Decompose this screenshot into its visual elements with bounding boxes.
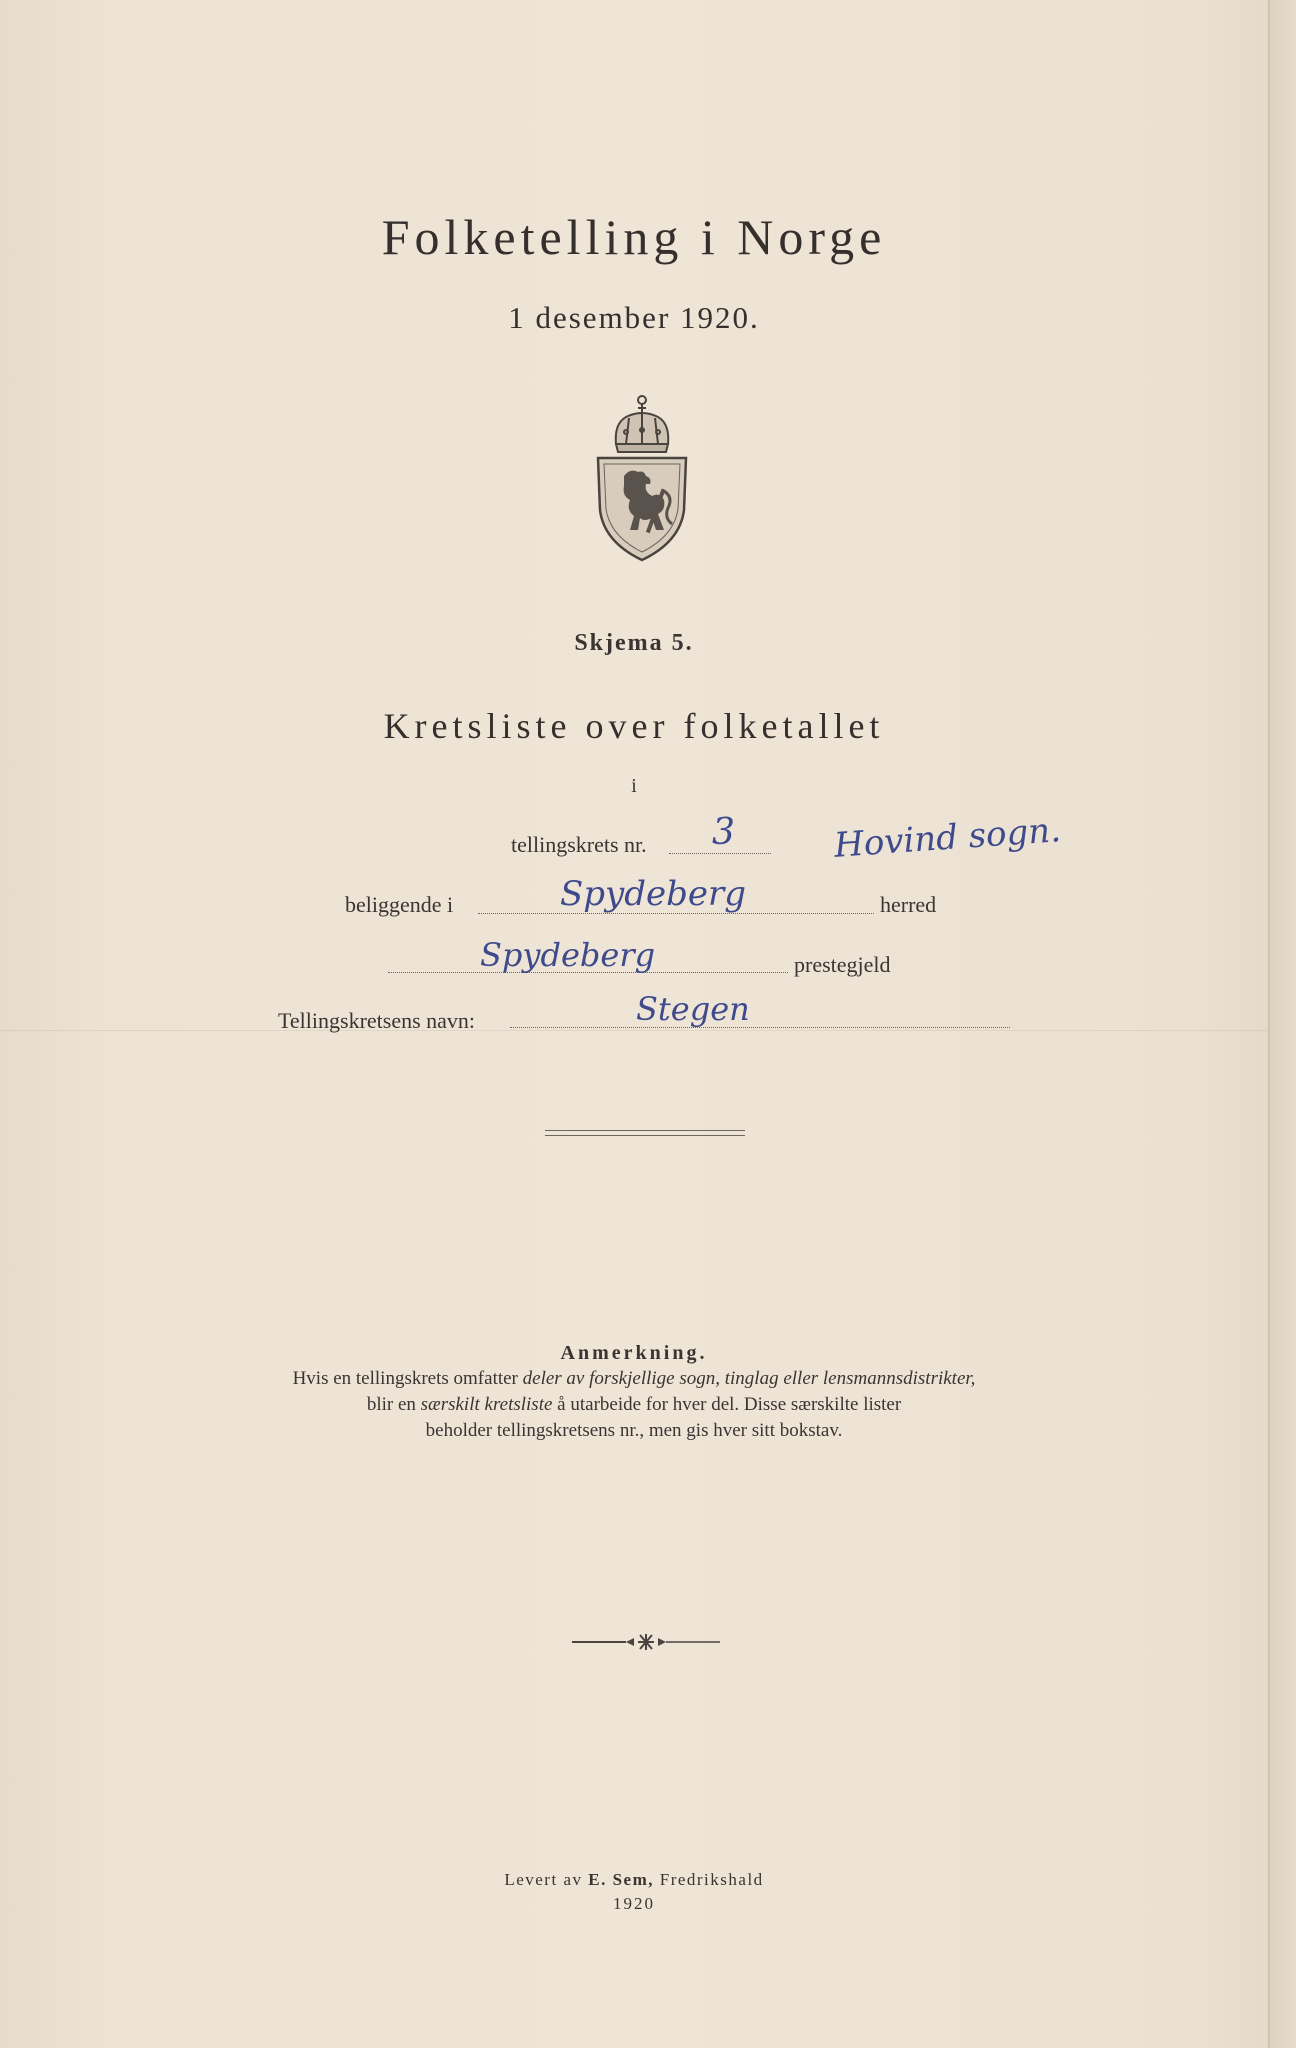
- note-line-3: beholder tellingskretsens nr., men gis hver sitt bokstav.: [425, 1420, 843, 1441]
- prestegjeld-label: prestegjeld: [794, 952, 891, 977]
- document-title: Folketelling i Norge: [381, 209, 887, 265]
- census-date: 1 desember 1920.: [508, 300, 760, 335]
- note-heading: Anmerkning.: [560, 1342, 708, 1364]
- navn-label: Tellingskretsens navn:: [278, 1008, 476, 1033]
- printer-credit: Levert av E. Sem, Fredrikshald: [504, 1870, 764, 1889]
- coat-of-arms-icon: [594, 392, 690, 564]
- prestegjeld-value: Spydeberg: [480, 936, 656, 974]
- navn-value: Stegen: [636, 990, 750, 1028]
- schema-number: Skjema 5.: [574, 630, 694, 656]
- herred-label: herred: [880, 892, 937, 917]
- krets-label: tellingskrets nr.: [511, 832, 647, 857]
- note-line-2: blir en særskilt kretsliste å utarbeide for hver del. Disse særskilte lister: [366, 1394, 902, 1415]
- krets-number-line: [669, 853, 771, 854]
- fold-line: [0, 1030, 1268, 1031]
- navn-line: [510, 1027, 1010, 1028]
- beliggende-label: beliggende i: [345, 892, 454, 917]
- ornament-divider-icon: [568, 1632, 724, 1652]
- divider-rule-bottom: [545, 1135, 745, 1136]
- connector-word: i: [631, 775, 637, 797]
- printer-year: 1920: [613, 1894, 655, 1913]
- krets-number-value: 3: [712, 812, 735, 853]
- note-line-1: Hvis en tellingskrets omfatter deler av forskjellige sogn, tinglag eller lensmannsdistrikter,: [292, 1368, 976, 1389]
- beliggende-value: Spydeberg: [560, 874, 747, 914]
- divider-rule-top: [545, 1130, 745, 1131]
- form-subtitle: Kretsliste over folketallet: [383, 706, 885, 746]
- page-edge-shadow: [1270, 0, 1296, 2048]
- krets-parish-note: Hovind sogn.: [832, 810, 1063, 866]
